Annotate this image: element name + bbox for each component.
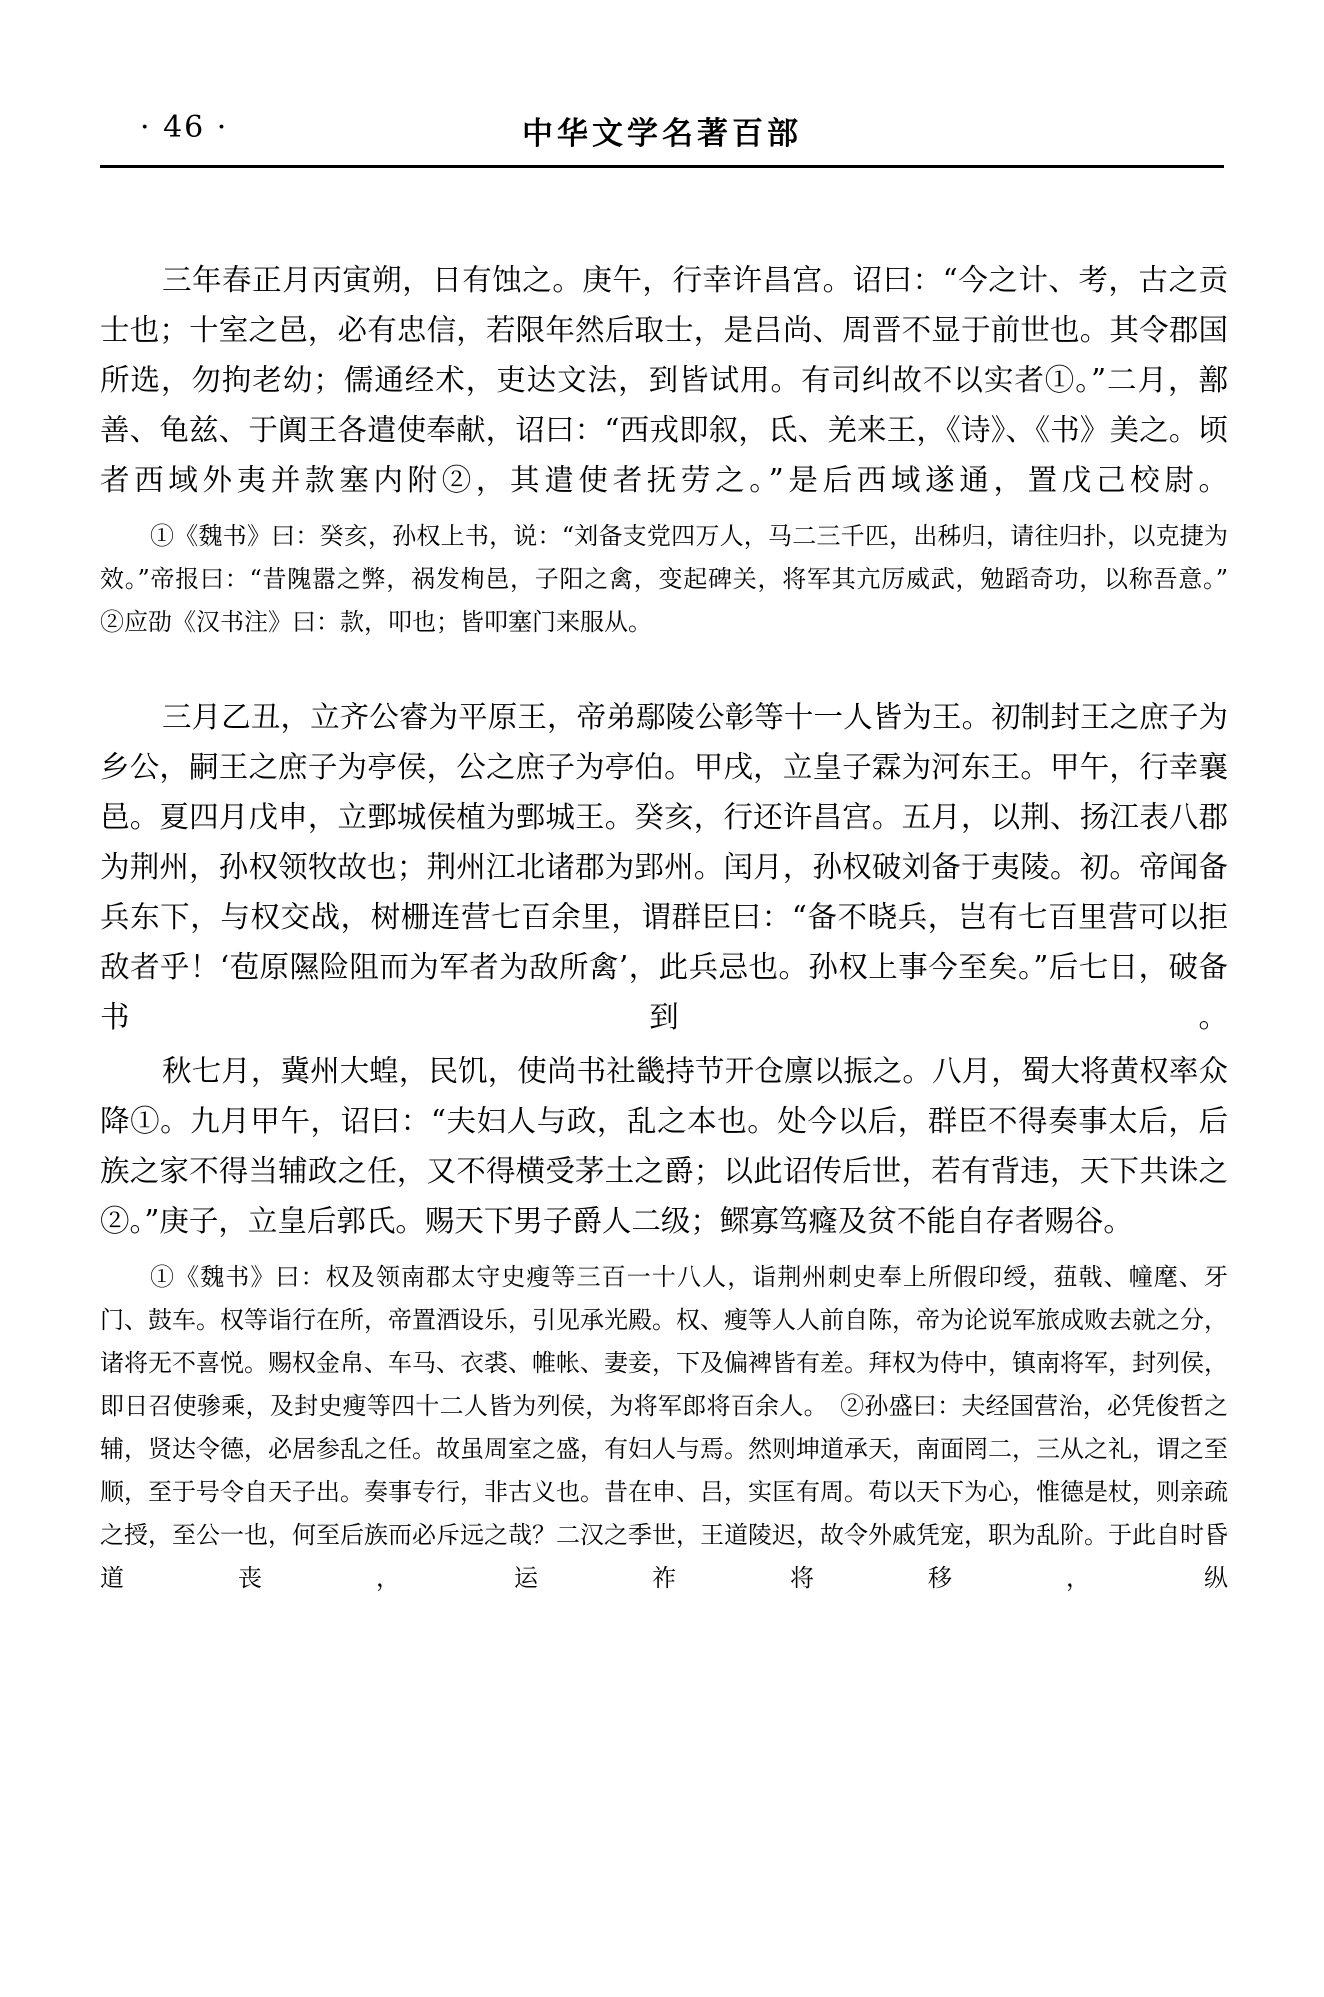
body-paragraph-1: 三年春正月丙寅朔，日有蚀之。庚午，行幸许昌宫。诏曰：“今之计、考，古之贡士也；十室之邑，必有忠信，若限年然后取士，是吕尚、周晋不显于前世也。其令郡国所选，勿拘老幼；儒通经术，吏达文法，到皆试用。有司纠故不以实者①。”二月，鄯善、龟兹、于阗王各遣使奉献，诏曰：“西戎即叙，氐、羌来王，《诗》、《书》美之。顷者西域外夷并款塞内附②，其遣使者抚劳之。”是后西域遂通，置戊己校尉。 — [100, 263, 1228, 497]
spacer — [100, 505, 1228, 515]
page-header — [100, 108, 1224, 170]
book-title: 中华文学名著百部 — [522, 116, 802, 152]
body-paragraph-3: 秋七月，冀州大蝗，民饥，使尚书社畿持节开仓廪以振之。八月，蜀大将黄权率众降①。九月甲午，诏曰：“夫妇人与政，乱之本也。处今以后，群臣不得奏事太后，后族之家不得当辅政之任，又不得横受茅土之爵；以此诏传后世，若有背违，天下共诛之②。”庚子，立皇后郭氏。赐天下男子爵人二级；鳏寡笃癃及贫不能自存者赐谷。 — [100, 1054, 1228, 1238]
footnote-block-1: ①《魏书》曰：癸亥，孙权上书，说：“刘备支党四万人，马二三千匹，出秭归，请往归扑，以克捷为效。”帝报曰：“昔隗嚣之弊，祸发栒邑，子阳之禽，变起碑关，将军其亢厉威武，勉蹈奇功，以称吾意。” ②应劭《汉书注》曰：款，叩也；皆叩塞门来服从。 — [100, 522, 1252, 636]
page-content — [100, 255, 1252, 1600]
footnote-block-2: ①《魏书》曰：权及领南郡太守史瘦等三百一十八人，诣荆州刺史奉上所假印绶，莥戟、幢麾、牙门、鼓车。权等诣行在所，帝置酒设乐，引见承光殿。权、瘦等人人前自陈，帝为论说军旅成败去就之分，诸将无不喜悦。赐权金帛、车马、衣裘、帷帐、妻妾，下及偏裨皆有差。拜权为侍中，镇南将军，封列侯，即日召使骖乘，及封史瘦等四十二人皆为列侯，为将军郎将百余人。 ②孙盛曰：夫经国营治，必凭俊哲之辅，贤达令德，必居参乱之任。故虽周室之盛，有妇人与焉。然则坤道承天，南面罔二，三从之礼，谓之至顺，至于号令自天子出。奏事专行，非古义也。昔在申、吕，实匡有周。苟以天下为心，惟德是杖，则亲疏之授，至公一也，何至后族而必斥远之哉？二汉之季世，王道陵迟，故令外戚凭宠，职为乱阶。于此自时昏道丧，运祚将移，纵 — [100, 1263, 1228, 1592]
page-number: · 46 · — [140, 110, 229, 145]
body-paragraph-2: 三月乙丑，立齐公睿为平原王，帝弟鄢陵公彰等十一人皆为王。初制封王之庶子为乡公，嗣王之庶子为亭侯，公之庶子为亭伯。甲戌，立皇子霖为河东王。甲午，行幸襄邑。夏四月戊申，立鄄城侯植为鄄城王。癸亥，行还许昌宫。五月，以荆、扬江表八郡为荆州，孙权领牧故也；荆州江北诸郡为郢州。闰月，孙权破刘备于夷陵。初。帝闻备兵东下，与权交战，树栅连营七百余里，谓群臣曰：“备不晓兵，岂有七百里营可以拒敌者乎！‘苞原隰险阻而为军者为敌所禽’，此兵忌也。孙权上事今至矣。”后七日，破备书到。 — [100, 700, 1228, 1034]
spacer — [100, 644, 1228, 692]
header-divider — [100, 165, 1224, 168]
spacer — [100, 1246, 1228, 1256]
